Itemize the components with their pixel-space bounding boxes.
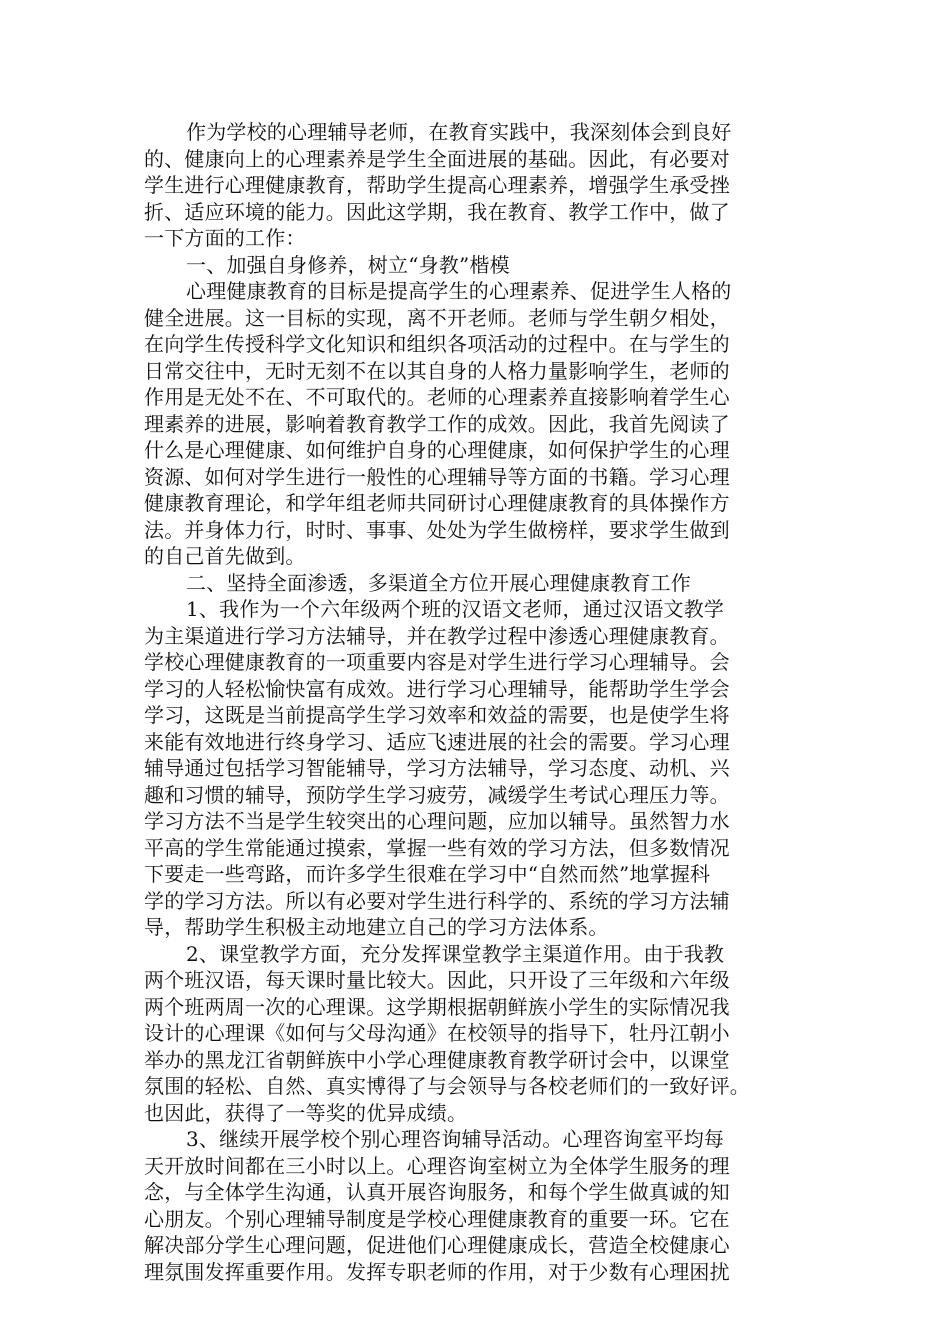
text-line: 学生进行心理健康教育，帮助学生提高心理素养，增强学生承受挫: [144, 173, 730, 197]
text-line: 念，与全体学生沟通，认真开展咨询服务，和每个学生做真诚的知: [144, 1180, 730, 1204]
text-line: 3、继续开展学校个别心理咨询辅导活动。心理咨询室平均每: [186, 1127, 725, 1151]
text-line: 来能有效地进行终身学习、适应飞速进展的社会的需要。学习心理: [144, 729, 730, 754]
text-line: 下要走一些弯路，而许多学生很难在学习中“自然而然”地掌握科: [144, 862, 711, 886]
text-line: 辅导通过包括学习智能辅导，学习方法辅导，学习态度、动机、兴: [144, 756, 730, 780]
text-line: 折、适应环境的能力。因此这学期，我在教育、教学工作中，做了: [144, 199, 730, 224]
text-line: 学的学习方法。所以有必要对学生进行科学的、系统的学习方法辅: [144, 888, 730, 913]
text-line: 作用是无处不在、不可取代的。老师的心理素养直接影响着学生心: [144, 385, 730, 409]
text-line: 一下方面的工作：: [144, 226, 306, 250]
text-line: 举办的黑龙江省朝鲜族中小学心理健康教育教学研讨会中，以课堂: [144, 1047, 730, 1072]
text-line: 学习方法不当是学生较突出的心理问题，应加以辅导。虽然智力水: [144, 809, 730, 833]
text-line: 二、坚持全面渗透，多渠道全方位开展心理健康教育工作: [186, 570, 691, 595]
text-line: 学习，这既是当前提高学生学习效率和效益的需要，也是使学生将: [144, 703, 730, 727]
text-line: 法。并身体力行，时时、事事、处处为学生做榜样，要求学生做到: [144, 517, 730, 542]
text-line: 1、我作为一个六年级两个班的汉语文老师，通过汉语文教学: [186, 597, 725, 621]
text-line: 作为学校的心理辅导老师，在教育实践中，我深刻体会到良好: [186, 120, 732, 144]
text-line: 学习的人轻松愉快富有成效。进行学习心理辅导，能帮助学生学会: [144, 676, 730, 701]
text-line: 解决部分学生心理问题，促进他们心理健康成长，营造全校健康心: [144, 1233, 730, 1257]
text-line: 2、课堂教学方面，充分发挥课堂教学主渠道作用。由于我教: [186, 941, 725, 966]
text-line: 学校心理健康教育的一项重要内容是对学生进行学习心理辅导。会: [144, 650, 730, 674]
document-body: [144, 119, 824, 1285]
text-line: 在向学生传授科学文化知识和组织各项活动的过程中。在与学生的: [144, 332, 730, 356]
text-line: 资源、如何对学生进行一般性的心理辅导等方面的书籍。学习心理: [144, 464, 730, 489]
text-line: 什么是心理健康、如何维护自身的心理健康，如何保护学生的心理: [144, 438, 730, 462]
text-line: 为主渠道进行学习方法辅导，并在教学过程中渗透心理健康教育。: [144, 623, 730, 648]
text-line: 理氛围发挥重要作用。发挥专职老师的作用，对于少数有心理困扰: [144, 1259, 730, 1284]
text-line: 两个班汉语，每天课时量比较大。因此，只开设了三年级和六年级: [144, 968, 730, 992]
text-line: 心朋友。个别心理辅导制度是学校心理健康教育的重要一环。它在: [144, 1206, 730, 1231]
text-line: 的、健康向上的心理素养是学生全面进展的基础。因此，有必要对: [144, 146, 730, 171]
text-line: 健全进展。这一目标的实现，离不开老师。老师与学生朝夕相处，: [144, 305, 730, 330]
text-line: 导，帮助学生积极主动地建立自己的学习方法体系。: [144, 915, 609, 939]
text-line: 心理健康教育的目标是提高学生的心理素养、促进学生人格的: [186, 279, 732, 303]
text-line: 一、加强自身修养，树立“身教”楷模: [186, 252, 510, 277]
text-line: 趣和习惯的辅导，预防学生学习疲劳，减缓学生考试心理压力等。: [144, 782, 730, 807]
text-line: 两个班两周一次的心理课。这学期根据朝鲜族小学生的实际情况我: [144, 994, 730, 1019]
text-line: 平高的学生常能通过摸索，掌握一些有效的学习方法，但多数情况: [144, 835, 730, 860]
text-line: 健康教育理论，和学年组老师共同研讨心理健康教育的具体操作方: [144, 491, 730, 515]
text-line: 氛围的轻松、自然、真实博得了与会领导与各校老师们的一致好评。: [144, 1074, 750, 1098]
text-line: 天开放时间都在三小时以上。心理咨询室树立为全体学生服务的理: [144, 1153, 730, 1178]
text-line: 日常交往中，无时无刻不在以其自身的人格力量影响学生，老师的: [144, 358, 730, 383]
text-line: 设计的心理课《如何与父母沟通》在校领导的指导下，牡丹江朝小: [144, 1021, 730, 1045]
text-line: 的自己首先做到。: [144, 544, 306, 568]
text-line: 也因此，获得了一等奖的优异成绩。: [144, 1100, 468, 1125]
text-line: 理素养的进展，影响着教育教学工作的成效。因此，我首先阅读了: [144, 411, 730, 436]
